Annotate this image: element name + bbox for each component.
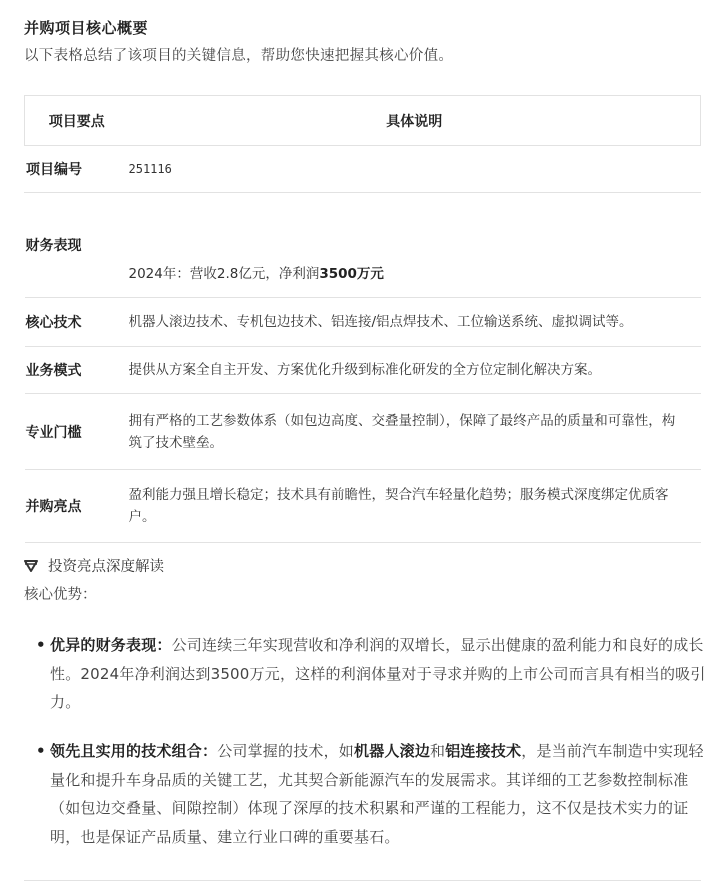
row-key-business-model: 业务模式: [25, 347, 129, 394]
row-value-financials: [129, 193, 701, 298]
section-heading-text: 投资亮点深度解读: [48, 559, 164, 575]
row-value-barrier: 拥有严格的工艺参数体系（如包边高度、交叠量控制），保障了最终产品的质量和可靠性，构筑了技术壁垒。: [129, 394, 701, 470]
divider: [24, 880, 701, 881]
row-key-highlights: 并购亮点: [25, 470, 129, 543]
row-key-financials: 财务表现: [25, 193, 129, 298]
row-value-highlights: 盈利能力强且增长稳定；技术具有前瞻性，契合汽车轻量化趋势；服务模式深度绑定优质客户。: [129, 470, 701, 543]
table-row: [25, 347, 701, 394]
bullet-text: 和: [430, 742, 446, 760]
bullet-dot-icon: •: [36, 636, 46, 654]
bullet-lead: 优异的财务表现：: [50, 636, 172, 654]
list-item: [36, 631, 706, 717]
row-key-core-tech: 核心技术: [25, 298, 129, 347]
list-item: [36, 737, 706, 851]
bullet-dot-icon: •: [36, 742, 46, 760]
page-subtitle: 以下表格总结了该项目的关键信息，帮助您快速把握其核心价值。: [24, 48, 454, 64]
row-value-project-id: 251116: [129, 146, 701, 193]
bullet-bold: 铝连接技术: [445, 742, 522, 760]
table-row: [25, 470, 701, 543]
bullet-text: 公司掌握的技术，如: [217, 742, 355, 760]
row-value-business-model: 提供从方案全自主开发、方案优化升级到标准化研发的全方位定制化解决方案。: [129, 347, 701, 394]
financials-text: 2024年：营收2.8亿元，净利润: [128, 266, 320, 282]
financials-bold: 3500万元: [319, 266, 384, 282]
table-row: [25, 146, 701, 193]
section-heading: [24, 555, 164, 576]
page-title: 并购项目核心概要: [24, 19, 149, 37]
row-value-core-tech: 机器人滚边技术、专机包边技术、铝连接/铝点焊技术、工位输送系统、虚拟调试等。: [129, 298, 701, 347]
table-header-key: 项目要点: [25, 96, 129, 146]
bullet-text: ，是当前汽车制造中实现轻量化和提升车身品质的关键工艺，尤其契合新能源汽车的发展需求。其详细的工艺参数控制标准（如包边交叠量、间隙控制）体现了深厚的技术积累和严谨的工程能力，这不仅是技术实力的证明，也是保证产品质量、建立行业口碑的重要基石。: [50, 742, 704, 846]
summary-table: [24, 95, 701, 543]
table-row: [25, 394, 701, 470]
core-label: 核心优势：: [24, 587, 97, 603]
table-header-value: 具体说明: [129, 96, 701, 146]
bullet-lead: 领先且实用的技术组合：: [50, 742, 218, 760]
bullet-bold: 机器人滚边: [354, 742, 431, 760]
table-header-row: [25, 96, 701, 146]
bullet-text: 公司连续三年实现营收和净利润的双增长，显示出健康的盈利能力和良好的成长性。2024年净利润达到3500万元，这样的利润体量对于寻求并购的上市公司而言具有相当的吸引力。: [50, 636, 706, 711]
table-row: [25, 298, 701, 347]
row-key-project-id: 项目编号: [25, 146, 129, 193]
table-row: [25, 193, 701, 298]
row-key-barrier: 专业门槛: [25, 394, 129, 470]
diamond-icon: [24, 560, 38, 572]
